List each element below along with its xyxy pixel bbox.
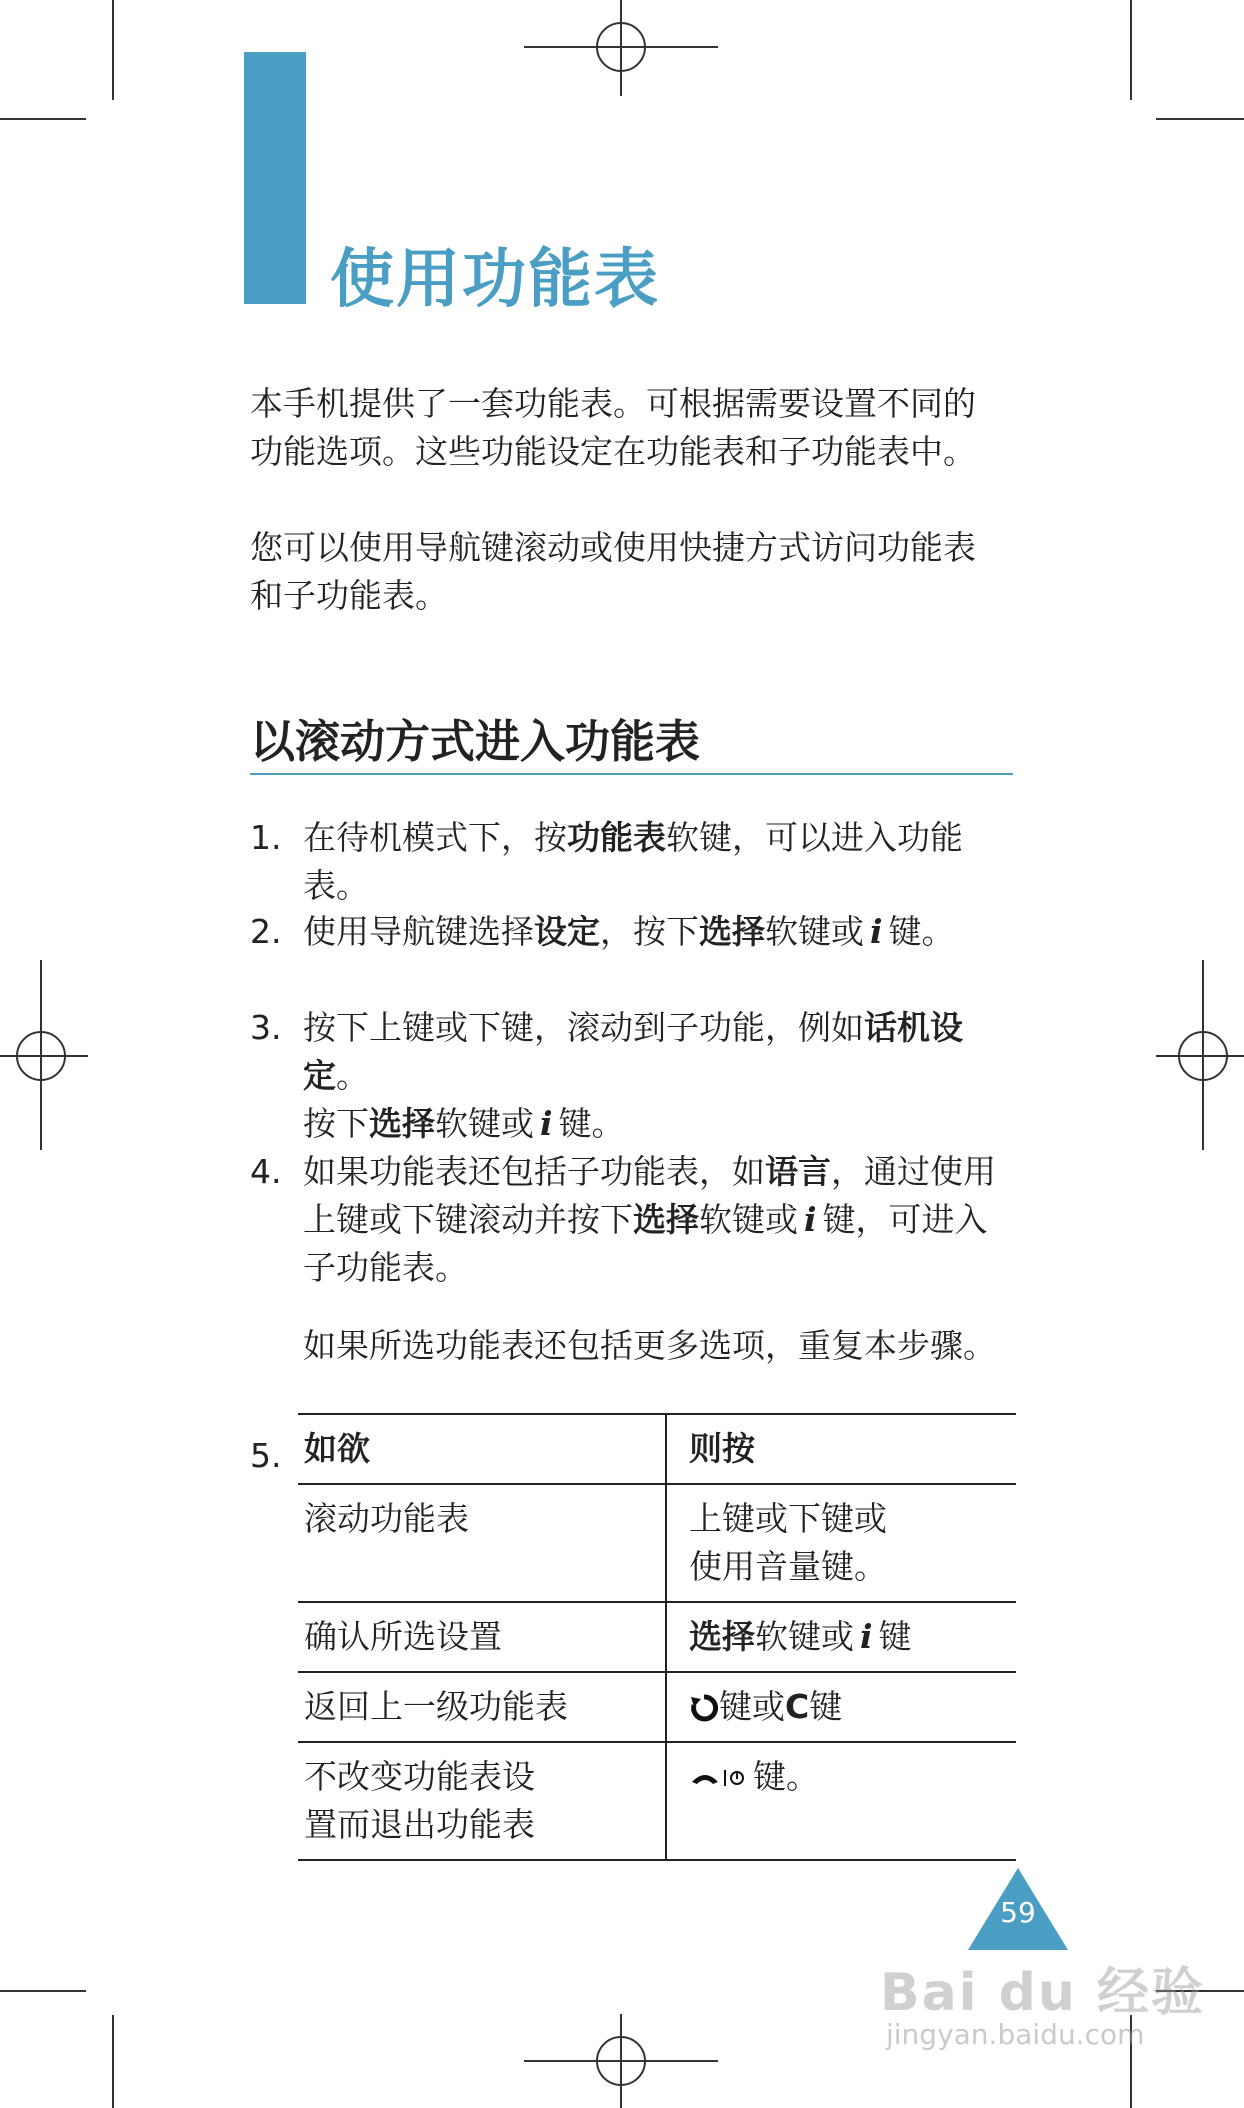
step-number: 2. xyxy=(250,912,282,951)
text-line: 本手机提供了一套功能表。可根据需要设置不同的 xyxy=(250,384,976,423)
text: 软键或 xyxy=(755,1617,854,1656)
key-label: 语言 xyxy=(765,1152,831,1191)
column-header: 则按 xyxy=(689,1429,755,1468)
page-title: 使用功能表 xyxy=(330,243,660,317)
key-label: C xyxy=(785,1687,810,1726)
text-line: 使用音量键。 xyxy=(689,1547,887,1586)
text: 使用导航键选择 xyxy=(303,912,534,951)
key-label: 功能表 xyxy=(567,818,666,857)
text: 软键，可以进入功能表。 xyxy=(303,818,963,905)
text: 软键或 xyxy=(765,912,864,951)
i-key-icon: i xyxy=(870,912,883,951)
intro-paragraph-2 xyxy=(250,524,1010,620)
text: ，按下 xyxy=(600,912,699,951)
text: 键 xyxy=(878,1617,912,1656)
text: 在待机模式下，按 xyxy=(303,818,567,857)
watermark-url: jingyan.baidu.com xyxy=(886,2018,1145,2051)
key-action-table xyxy=(298,1413,1016,1861)
step-number: 5. xyxy=(250,1436,282,1475)
text-line: 和子功能表。 xyxy=(250,576,448,615)
text-line xyxy=(303,1100,1023,1148)
table-row xyxy=(298,1742,1016,1860)
text-line: 子功能表。 xyxy=(303,1248,468,1287)
crop-line xyxy=(1156,118,1244,120)
text: 键，可进入 xyxy=(822,1200,988,1239)
text: 软键或 xyxy=(435,1104,534,1143)
i-key-icon: i xyxy=(860,1617,873,1656)
text-line: 不改变功能表设 xyxy=(304,1757,535,1796)
crop-line xyxy=(112,2015,114,2108)
step-text xyxy=(303,1004,1023,1148)
table-cell xyxy=(298,1484,666,1602)
table-cell xyxy=(666,1484,1016,1602)
text: 按下 xyxy=(303,1104,369,1143)
section-divider xyxy=(250,773,1013,775)
step-number: 1. xyxy=(250,818,282,857)
table-cell: 返回上一级功能表 xyxy=(298,1672,666,1742)
i-key-icon: i xyxy=(804,1200,817,1239)
crop-line xyxy=(0,1990,86,1992)
registration-mark-icon xyxy=(596,22,646,72)
intro-paragraph-1 xyxy=(250,380,1010,476)
text-line xyxy=(303,1148,1023,1196)
step-text xyxy=(303,1148,1023,1292)
table-cell xyxy=(666,1602,1016,1672)
page-number: 59 xyxy=(1000,1896,1036,1929)
text: 键。 xyxy=(558,1104,625,1143)
table-row xyxy=(298,1672,1016,1742)
step-number: 4. xyxy=(250,1152,282,1191)
step-text xyxy=(303,814,1023,910)
title-accent-bar xyxy=(244,52,306,304)
crop-line xyxy=(112,0,114,100)
table-cell: 确认所选设置 xyxy=(298,1602,666,1672)
text: 。 xyxy=(336,1056,369,1095)
text: ，通过使用 xyxy=(831,1152,996,1191)
text-line: 置而退出功能表 xyxy=(304,1805,535,1844)
registration-mark-icon xyxy=(1178,1031,1228,1081)
text-line: 您可以使用导航键滚动或使用快捷方式访问功能表 xyxy=(250,528,976,567)
table-cell xyxy=(666,1672,1016,1742)
registration-mark-icon xyxy=(16,1031,66,1081)
text: 软键或 xyxy=(699,1200,798,1239)
crop-line xyxy=(1130,0,1132,100)
i-key-icon: i xyxy=(540,1104,553,1143)
registration-mark-icon xyxy=(596,2036,646,2086)
text: 如果功能表还包括子功能表，如 xyxy=(303,1152,765,1191)
table-header-row xyxy=(298,1414,1016,1484)
key-label: 选择 xyxy=(369,1104,435,1143)
table-cell xyxy=(666,1742,1016,1860)
text-line: 滚动功能表 xyxy=(304,1499,469,1538)
text-line xyxy=(303,1196,1023,1244)
table-row xyxy=(298,1602,1016,1672)
step-note: 如果所选功能表还包括更多选项，重复本步骤。 xyxy=(303,1326,996,1365)
key-label: 选择 xyxy=(699,912,765,951)
section-title: 以滚动方式进入功能表 xyxy=(250,715,701,768)
text: 键 xyxy=(809,1687,843,1726)
text-line: 上键或下键或 xyxy=(689,1499,887,1538)
crop-line xyxy=(0,118,86,120)
text: 键或 xyxy=(719,1687,785,1726)
text: 键。 xyxy=(753,1757,819,1796)
text-line: 功能选项。这些功能设定在功能表和子功能表中。 xyxy=(250,432,976,471)
text: 按下上键或下键，滚动到子功能，例如 xyxy=(303,1008,864,1047)
back-icon xyxy=(689,1693,719,1723)
key-label: 选择 xyxy=(633,1200,699,1239)
key-label: 设定 xyxy=(534,912,600,951)
text-line xyxy=(303,1004,1023,1100)
table-cell xyxy=(298,1742,666,1860)
key-label: 选择 xyxy=(689,1617,755,1656)
step-text xyxy=(303,908,1023,956)
text: 上键或下键滚动并按下 xyxy=(303,1200,633,1239)
table-row xyxy=(298,1484,1016,1602)
baidu-jingyan-watermark-logo: Bai du 经验 xyxy=(880,1963,1205,2023)
step-number: 3. xyxy=(250,1008,282,1047)
key-label: 话机设定 xyxy=(303,1008,963,1095)
text: 键。 xyxy=(888,912,955,951)
end-power-key-icon xyxy=(689,1762,753,1792)
column-header: 如欲 xyxy=(298,1414,666,1484)
